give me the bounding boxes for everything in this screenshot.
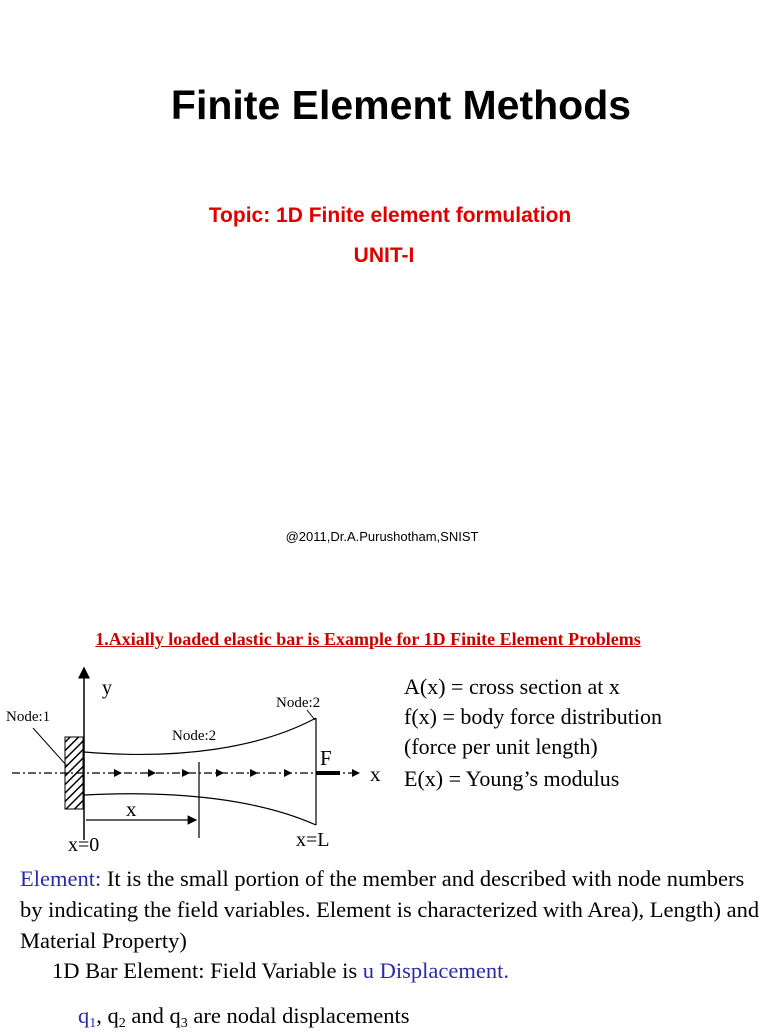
node2-end-label: Node:2 — [276, 695, 321, 711]
bar-element-highlight: u Displacement. — [362, 958, 509, 983]
page-title: Finite Element Methods — [170, 82, 632, 128]
xL-label: x=L — [296, 829, 330, 851]
node2-leader — [307, 710, 315, 720]
bar-element-prefix: 1D Bar Element: Field Variable is — [52, 958, 363, 983]
body-force-arrow — [284, 769, 292, 777]
body-force-arrow — [182, 769, 190, 777]
y-label: y — [102, 677, 112, 699]
body-force-arrow — [114, 769, 122, 777]
body-force-arrow — [148, 769, 156, 777]
x0-label: x=0 — [68, 834, 100, 855]
q1-symbol: q — [78, 1003, 90, 1028]
node1-label: Node:1 — [6, 709, 51, 725]
q3-subscript: 3 — [180, 1016, 188, 1031]
element-term: Element: — [20, 866, 102, 891]
bar-element-line — [52, 958, 509, 984]
element-text: It is the small portion of the member and described with node numbers by indicating the field variables. Element is characterized with Area), Length) and Material Property) — [20, 866, 760, 953]
copyright-text: @2011,Dr.A.Purushotham,SNIST — [285, 529, 479, 544]
axial-bar-diagram — [0, 655, 400, 855]
node2-mid-label: Node:2 — [172, 728, 217, 744]
definition-body-force-note: (force per unit length) — [404, 734, 598, 759]
x-axis-arrowhead — [352, 769, 360, 777]
topic-line: Topic: 1D Finite element formulation — [208, 204, 572, 227]
q2-subscript: 2 — [118, 1016, 126, 1031]
x-axis-label: x — [370, 762, 381, 786]
node1-leader — [33, 728, 67, 766]
definition-body-force: f(x) = body force distribution — [404, 704, 663, 729]
q1-subscript: 1 — [89, 1016, 97, 1031]
q2-symbol: , q — [96, 1003, 119, 1028]
q3-symbol: and q — [125, 1003, 181, 1028]
unit-label: UNIT-I — [353, 244, 415, 267]
definition-modulus: E(x) = Young’s modulus — [404, 766, 620, 791]
definition-area: A(x) = cross section at x — [404, 674, 620, 699]
element-definition — [20, 863, 760, 956]
body-force-arrow — [216, 769, 224, 777]
force-label: F — [320, 746, 332, 770]
x-dimension-label: x — [126, 797, 137, 821]
body-force-arrow — [250, 769, 258, 777]
nodal-displacement-line — [78, 1003, 410, 1032]
section-heading: 1.Axially loaded elastic bar is Example for 1D Finite Element Problems — [95, 629, 641, 649]
nodal-tail: are nodal displacements — [187, 1003, 410, 1028]
